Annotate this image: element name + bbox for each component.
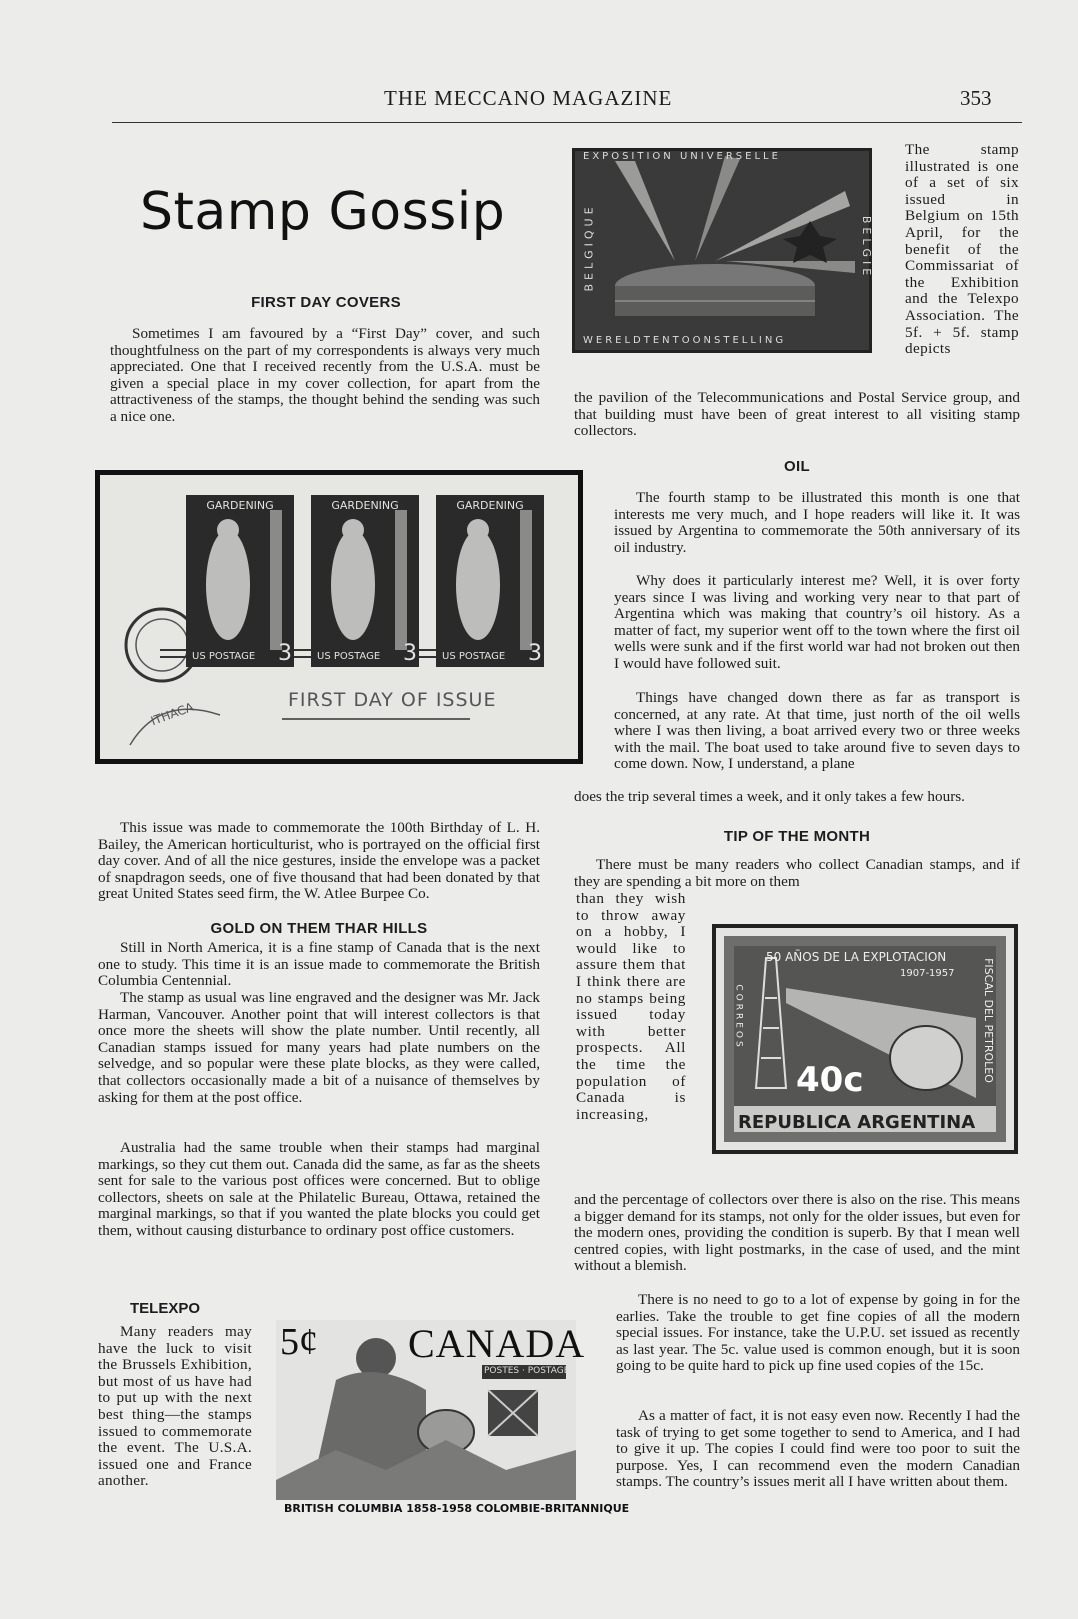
paragraph-telexpo: Many readers may have the luck to visit the Brussels Exhibition, but most of us have had to put up with the next best thing—the stamps issued to commemorate the event. The U.S.A. issued one and France another. (98, 1323, 252, 1490)
paragraph-oil-3b: does the trip several times a week, and it only takes a few hours. (574, 788, 965, 805)
argentina-stamp-years: 1907-1957 (900, 968, 955, 979)
belgium-stamp-right-text: BELGIE (860, 215, 874, 280)
paragraph-tip-narrow: than they wish to throw away on a hobby, I would like to assure them that I think there are no stamps being issued today with better prospects. All the time the population of Canada is increasing, (576, 890, 686, 1123)
paragraph-tip-3: As a matter of fact, it is not easy even now. Recently I had the task of trying to get some together to send to America, and I had to give it up. The copies I could find were too poor to suit the purpose. Yes, I can recommend even the modern Canadian stamps. The country’s issues merit all I have written about them. (616, 1407, 1020, 1491)
heading-gold-on-them-thar-hills: GOLD ON THEM THAR HILLS (210, 920, 428, 937)
canada-stamp-value: 5¢ (280, 1321, 318, 1363)
first-day-cover-image (95, 470, 583, 764)
belgium-stamp-top-text: EXPOSITION UNIVERSELLE (583, 151, 781, 162)
heading-telexpo: TELEXPO (130, 1300, 201, 1317)
paragraph-tip-wide: There must be many readers who collect Canadian stamps, and if they are spending a bit more on them (574, 856, 1020, 890)
paragraph-oil-3a: Things have changed down there as far as transport is concerned, at any rate. At that time, just north of the oil wells where I was then living, a boat arrived every two or three weeks with the mail. The boat used to take around five to seven days to come down. Now, I understand, a plane (614, 689, 1020, 773)
belgium-stamp-image (572, 148, 872, 353)
stamp-value-3: 3 (528, 641, 542, 666)
argentina-stamp-value: 40c (796, 1060, 864, 1100)
us-stamp-strip (186, 495, 544, 667)
canada-stamp-postage: POSTES · POSTAGE (484, 1366, 570, 1376)
belgium-stamp-graphic (575, 151, 869, 350)
belgium-stamp-left-text: BELGIQUE (582, 203, 596, 292)
stamp-label-3: GARDENING (456, 499, 524, 512)
cachet-first-day-of-issue: FIRST DAY OF ISSUE (288, 689, 497, 711)
heading-tip-of-the-month: TIP OF THE MONTH (723, 828, 871, 845)
stamp-postage-3: US POSTAGE (442, 651, 506, 662)
belgium-stamp-bottom-text: WERELDTENTOONSTELLING (583, 335, 787, 346)
stamp-postage-1: US POSTAGE (192, 651, 256, 662)
stamp-label-2: GARDENING (331, 499, 399, 512)
argentina-stamp-right-text: FISCAL DEL PETROLEO (981, 958, 995, 1083)
postmark-ithaca: ITHACA (148, 699, 196, 729)
paragraph-tip-rest: and the percentage of collectors over there is also on the rise. This means a bigger demand for its stamps, not only for the older issues, but even for the modern ones, providing the condition is superb. By that I mean well centred copies, with light postmarks, in the case of used, and the mint without a blemish. (574, 1191, 1020, 1275)
paragraph-first-day-1: Sometimes I am favoured by a “First Day” cover, and such thoughtfulness on the part of my correspondents is always very much appreciated. One that I received recently from the U.S.A. must be given a special place in my cover collection, for apart from the attractiveness of the stamps, the thought behind the sending was such a nice one. (110, 325, 540, 425)
article-title: Stamp Gossip (140, 182, 506, 242)
canada-stamp-country: CANADA (408, 1321, 586, 1366)
stamp-value-2: 3 (403, 641, 417, 666)
paragraph-oil-1: The fourth stamp to be illustrated this month is one that interests me very much, and I hope readers will like it. It was issued by Argentina to commemorate the 50th anniversary of its oil industry. (614, 489, 1020, 556)
argentina-stamp-country: REPUBLICA ARGENTINA (738, 1112, 976, 1133)
canada-stamp-caption: BRITISH COLUMBIA 1858-1958 COLOMBIE-BRITANNIQUE (284, 1502, 630, 1515)
stamp-value-1: 3 (278, 641, 292, 666)
paragraph-gold-3: Australia had the same trouble when their stamps had marginal markings, so they cut them out. Canada did the same, as far as the sheets sent for sale to the various post offices were concerned. But to oblige collectors, sheets on sale at the Philatelic Bureau, Ottawa, retained the marginal markings, so that if you wanted the plate blocks you could get them, without causing disturbance to ordinary post office customers. (98, 1139, 540, 1239)
running-head (0, 86, 1078, 116)
paragraph-belgium-narrow: The stamp illustrated is one of a set of six issued in Belgium on 15th April, for the benefit of the Commissariat of the Exhibition and the Telexpo Association. The 5f. + 5f. stamp depicts (905, 141, 1019, 358)
heading-first-day-covers: FIRST DAY COVERS (251, 294, 401, 311)
paragraph-tip-2: There is no need to go to a lot of expense by going in for the earlies. Take the trouble to get fine copies of all the modern special issues. For instance, take the U.P.U. set issued as recently as last year. The 5c. value used is common enough, but it is soon going to be quite hard to pick up fine used copies of the 15c. (616, 1291, 1020, 1375)
paragraph-gold-2: The stamp as usual was line engraved and the designer was Mr. Jack Harman, Vancouver. Another point that will interest collectors is that once more the sheets will show the plate number. Until recently, all Canadian stamps issued for many years had plate numbers on the selvedge, and so popular were these plate blocks, as they were called, that collectors occasionally made a bit of a nuisance of themselves by asking for them at the post office. (98, 989, 540, 1106)
argentina-stamp-image (712, 924, 1018, 1154)
argentina-stamp-top-text: 50 AÑOS DE LA EXPLOTACION (766, 950, 947, 964)
argentina-stamp-left-text: CORREOS (733, 984, 744, 1050)
page-number: 353 (960, 86, 992, 110)
paragraph-belgium-wide: the pavilion of the Telecommunications and Postal Service group, and that building must have been of great interest to all visiting stamp collectors. (574, 389, 1020, 440)
paragraph-gold-1: Still in North America, it is a fine stamp of Canada that is the next one to study. This time it is an issue made to commemorate the British Columbia Centennial. (98, 939, 540, 990)
canada-stamp-image (276, 1320, 630, 1520)
magazine-title: THE MECCANO MAGAZINE (384, 86, 673, 110)
stamp-postage-2: US POSTAGE (317, 651, 381, 662)
stamp-label-1: GARDENING (206, 499, 274, 512)
heading-oil: OIL (784, 458, 810, 475)
paragraph-oil-2: Why does it particularly interest me? Well, it is over forty years since I was living and working very near to that part of Argentina which was making that country’s oil history. As a matter of fact, my superior went off to the town where the first oil wells were sunk and if the first world war had not broken out then I would have followed suit. (614, 572, 1020, 672)
paragraph-first-day-2: This issue was made to commemorate the 100th Birthday of L. H. Bailey, the American horticulturist, who is portrayed on the official first day cover. And of all the nice gestures, inside the envelope was a packet of snapdragon seeds, one of five thousand that had been donated by that great United States seed firm, the W. Atlee Burpee Co. (98, 819, 540, 903)
header-rule (112, 122, 1022, 123)
